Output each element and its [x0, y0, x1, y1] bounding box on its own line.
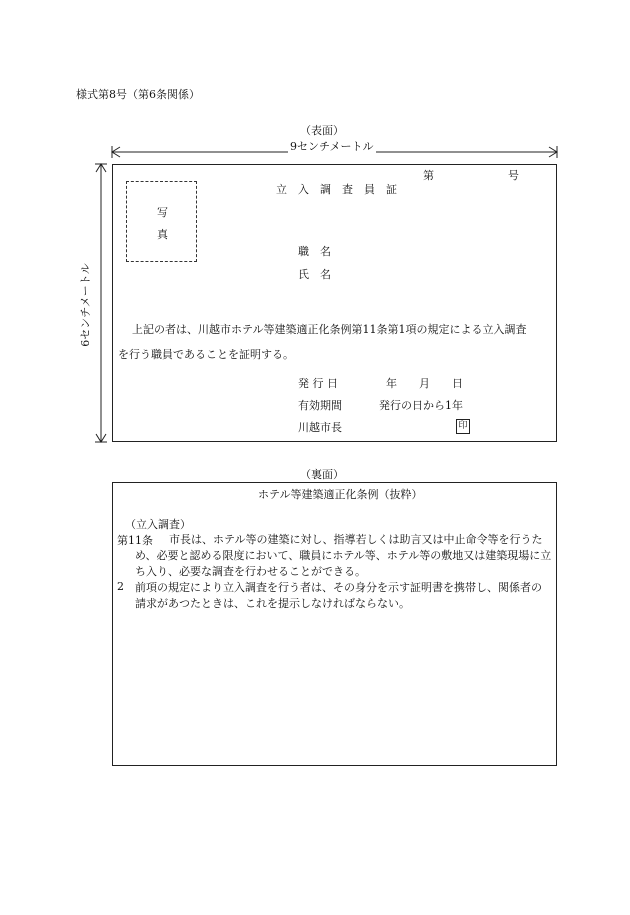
issue-date-value: 年 月 日	[386, 377, 463, 390]
section-caption: （立入調査）	[125, 518, 191, 531]
name-label: 氏 名	[298, 268, 331, 281]
paragraph-2-number: 2	[117, 580, 124, 593]
statement-line-1: 上記の者は、川越市ホテル等建築適正化条例第11条第1項の規定による立入調査	[132, 323, 527, 336]
number-label-go: 号	[508, 169, 519, 182]
statement-line-2: を行う職員であることを証明する。	[118, 348, 294, 361]
seal-stamp: 印	[456, 419, 470, 434]
back-heading: （裏面）	[300, 468, 344, 481]
card-title: 立 入 調 査 員 証	[276, 183, 397, 196]
ordinance-title: ホテル等建築適正化条例（抜粋）	[258, 488, 423, 501]
photo-label-2: 真	[157, 228, 168, 241]
article-text: 市長は、ホテル等の建築に対し、指導若しくは助言又は中止命令等を行うため、必要と認める限度において、職員にホテル等、ホテル等の敷地又は建築現場に立ち入り、必要な調査を行わせることができる。	[135, 533, 552, 578]
article-label: 第11条	[117, 534, 153, 547]
number-label-dai: 第	[423, 169, 434, 182]
issue-date-label: 発 行 日	[298, 377, 338, 390]
position-label: 職 名	[298, 245, 331, 258]
validity-value: 発行の日から1年	[379, 399, 463, 412]
validity-label: 有効期間	[298, 399, 342, 412]
id-card-front	[112, 164, 557, 442]
mayor-label: 川越市長	[298, 421, 342, 434]
front-heading: （表面）	[300, 124, 344, 137]
form-number: 様式第8号（第6条関係）	[76, 88, 200, 101]
photo-placeholder	[126, 181, 197, 262]
photo-label-1: 写	[157, 206, 168, 219]
paragraph-2-text: 前項の規定により立入調査を行う者は、その身分を示す証明書を携帯し、関係者の請求があつたときは、これを提示しなければならない。	[135, 581, 542, 610]
id-card-back	[112, 482, 557, 766]
width-dimension-label: 9センチメートル	[290, 140, 374, 153]
height-dimension-label: 6センチメートル	[78, 263, 92, 347]
